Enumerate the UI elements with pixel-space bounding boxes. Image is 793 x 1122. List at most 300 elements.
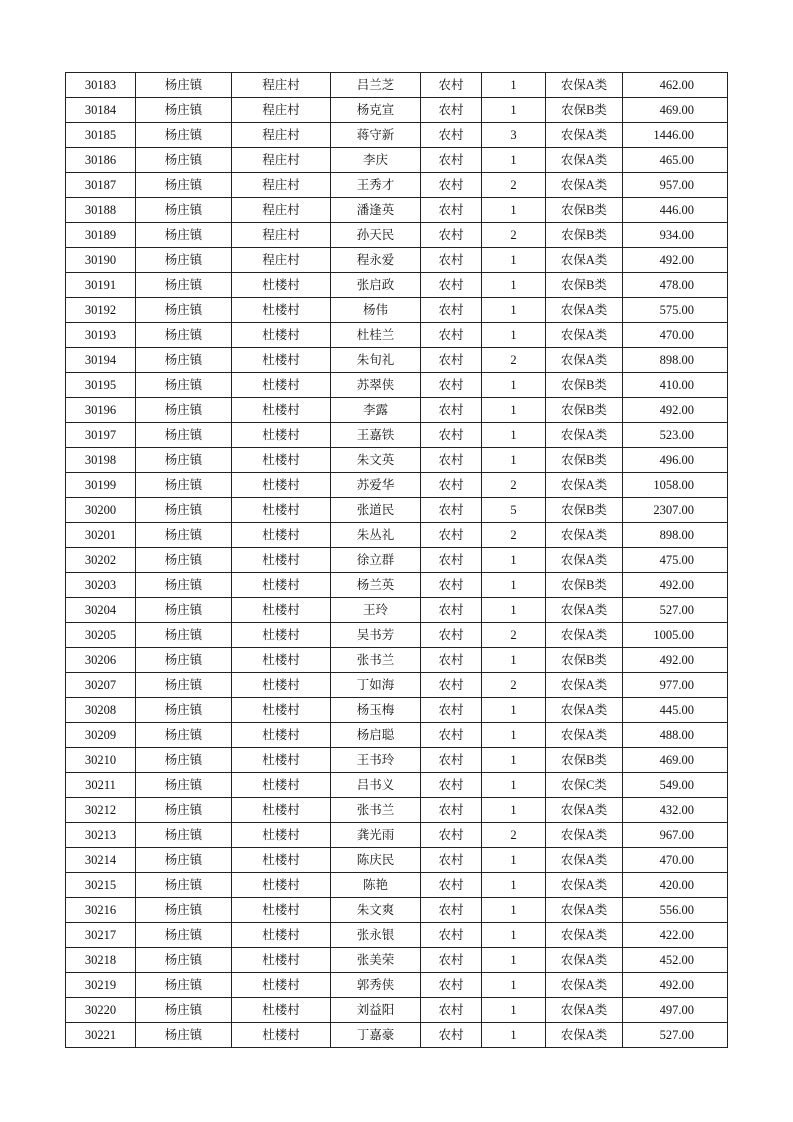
cell-category: 农保A类 [546, 973, 623, 998]
cell-id: 30206 [66, 648, 136, 673]
table-row [66, 623, 728, 648]
cell-name: 刘益阳 [331, 998, 421, 1023]
cell-amount: 446.00 [623, 198, 728, 223]
cell-village: 杜楼村 [232, 423, 331, 448]
cell-town: 杨庄镇 [136, 773, 232, 798]
cell-village: 程庄村 [232, 98, 331, 123]
cell-town: 杨庄镇 [136, 473, 232, 498]
cell-amount: 575.00 [623, 298, 728, 323]
cell-name: 杜桂兰 [331, 323, 421, 348]
cell-name: 朱文爽 [331, 898, 421, 923]
cell-id: 30221 [66, 1023, 136, 1048]
cell-town: 杨庄镇 [136, 148, 232, 173]
cell-town: 杨庄镇 [136, 323, 232, 348]
cell-type: 农村 [421, 248, 482, 273]
cell-amount: 492.00 [623, 398, 728, 423]
records-table [65, 72, 728, 1048]
cell-town: 杨庄镇 [136, 498, 232, 523]
cell-category: 农保A类 [546, 598, 623, 623]
cell-id: 30211 [66, 773, 136, 798]
cell-id: 30210 [66, 748, 136, 773]
cell-name: 张启政 [331, 273, 421, 298]
cell-amount: 898.00 [623, 348, 728, 373]
cell-name: 徐立群 [331, 548, 421, 573]
cell-type: 农村 [421, 548, 482, 573]
table-row [66, 98, 728, 123]
cell-category: 农保A类 [546, 473, 623, 498]
cell-count: 1 [482, 723, 546, 748]
cell-count: 1 [482, 273, 546, 298]
cell-category: 农保B类 [546, 448, 623, 473]
cell-town: 杨庄镇 [136, 698, 232, 723]
cell-count: 1 [482, 73, 546, 98]
cell-count: 1 [482, 398, 546, 423]
cell-category: 农保A类 [546, 848, 623, 873]
cell-amount: 967.00 [623, 823, 728, 848]
cell-amount: 478.00 [623, 273, 728, 298]
cell-category: 农保A类 [546, 998, 623, 1023]
cell-type: 农村 [421, 448, 482, 473]
cell-count: 2 [482, 673, 546, 698]
cell-name: 蒋守新 [331, 123, 421, 148]
cell-type: 农村 [421, 373, 482, 398]
cell-name: 吴书芳 [331, 623, 421, 648]
table-row [66, 1023, 728, 1048]
cell-category: 农保C类 [546, 773, 623, 798]
cell-village: 杜楼村 [232, 598, 331, 623]
cell-amount: 957.00 [623, 173, 728, 198]
cell-amount: 470.00 [623, 848, 728, 873]
cell-village: 程庄村 [232, 73, 331, 98]
cell-count: 1 [482, 948, 546, 973]
cell-village: 杜楼村 [232, 973, 331, 998]
cell-town: 杨庄镇 [136, 873, 232, 898]
cell-town: 杨庄镇 [136, 248, 232, 273]
cell-type: 农村 [421, 148, 482, 173]
cell-category: 农保A类 [546, 723, 623, 748]
cell-id: 30195 [66, 373, 136, 398]
cell-count: 1 [482, 698, 546, 723]
table-row [66, 873, 728, 898]
table-row [66, 923, 728, 948]
cell-count: 1 [482, 798, 546, 823]
cell-type: 农村 [421, 898, 482, 923]
cell-name: 朱文英 [331, 448, 421, 473]
cell-town: 杨庄镇 [136, 723, 232, 748]
cell-id: 30205 [66, 623, 136, 648]
cell-type: 农村 [421, 773, 482, 798]
cell-count: 3 [482, 123, 546, 148]
cell-amount: 469.00 [623, 98, 728, 123]
cell-count: 2 [482, 823, 546, 848]
cell-town: 杨庄镇 [136, 298, 232, 323]
cell-id: 30184 [66, 98, 136, 123]
cell-category: 农保A类 [546, 173, 623, 198]
cell-amount: 2307.00 [623, 498, 728, 523]
table-row [66, 498, 728, 523]
table-row [66, 148, 728, 173]
cell-count: 2 [482, 523, 546, 548]
table-row [66, 673, 728, 698]
cell-village: 杜楼村 [232, 673, 331, 698]
cell-category: 农保A类 [546, 923, 623, 948]
cell-id: 30208 [66, 698, 136, 723]
cell-town: 杨庄镇 [136, 673, 232, 698]
cell-type: 农村 [421, 923, 482, 948]
cell-count: 1 [482, 148, 546, 173]
cell-count: 1 [482, 198, 546, 223]
table-row [66, 423, 728, 448]
cell-type: 农村 [421, 173, 482, 198]
cell-amount: 934.00 [623, 223, 728, 248]
cell-id: 30190 [66, 248, 136, 273]
cell-amount: 452.00 [623, 948, 728, 973]
cell-name: 郭秀侠 [331, 973, 421, 998]
cell-village: 杜楼村 [232, 398, 331, 423]
cell-name: 潘逢英 [331, 198, 421, 223]
table-row [66, 973, 728, 998]
cell-amount: 445.00 [623, 698, 728, 723]
cell-name: 王书玲 [331, 748, 421, 773]
cell-amount: 470.00 [623, 323, 728, 348]
cell-id: 30202 [66, 548, 136, 573]
cell-village: 杜楼村 [232, 623, 331, 648]
cell-type: 农村 [421, 873, 482, 898]
table-row [66, 723, 728, 748]
cell-type: 农村 [421, 523, 482, 548]
table-row [66, 273, 728, 298]
cell-count: 1 [482, 573, 546, 598]
cell-category: 农保A类 [546, 523, 623, 548]
cell-town: 杨庄镇 [136, 623, 232, 648]
cell-village: 程庄村 [232, 173, 331, 198]
table-row [66, 348, 728, 373]
cell-village: 程庄村 [232, 248, 331, 273]
cell-name: 杨克宣 [331, 98, 421, 123]
cell-id: 30207 [66, 673, 136, 698]
cell-type: 农村 [421, 98, 482, 123]
cell-category: 农保A类 [546, 548, 623, 573]
table-row [66, 573, 728, 598]
cell-amount: 492.00 [623, 573, 728, 598]
cell-name: 孙天民 [331, 223, 421, 248]
cell-id: 30219 [66, 973, 136, 998]
cell-amount: 422.00 [623, 923, 728, 948]
table-row [66, 698, 728, 723]
cell-amount: 549.00 [623, 773, 728, 798]
cell-town: 杨庄镇 [136, 948, 232, 973]
table-row [66, 523, 728, 548]
cell-name: 张书兰 [331, 798, 421, 823]
cell-count: 1 [482, 1023, 546, 1048]
cell-type: 农村 [421, 273, 482, 298]
cell-count: 1 [482, 373, 546, 398]
cell-amount: 420.00 [623, 873, 728, 898]
cell-town: 杨庄镇 [136, 848, 232, 873]
cell-count: 1 [482, 298, 546, 323]
cell-type: 农村 [421, 598, 482, 623]
cell-name: 王玲 [331, 598, 421, 623]
cell-name: 朱旬礼 [331, 348, 421, 373]
cell-count: 1 [482, 98, 546, 123]
cell-count: 1 [482, 248, 546, 273]
table-row [66, 598, 728, 623]
cell-town: 杨庄镇 [136, 998, 232, 1023]
cell-type: 农村 [421, 648, 482, 673]
cell-id: 30209 [66, 723, 136, 748]
cell-village: 杜楼村 [232, 648, 331, 673]
table-row [66, 198, 728, 223]
table-row [66, 323, 728, 348]
cell-id: 30214 [66, 848, 136, 873]
cell-town: 杨庄镇 [136, 98, 232, 123]
cell-type: 农村 [421, 498, 482, 523]
cell-town: 杨庄镇 [136, 973, 232, 998]
cell-town: 杨庄镇 [136, 123, 232, 148]
cell-category: 农保A类 [546, 148, 623, 173]
cell-id: 30192 [66, 298, 136, 323]
cell-id: 30201 [66, 523, 136, 548]
cell-town: 杨庄镇 [136, 748, 232, 773]
cell-category: 农保A类 [546, 698, 623, 723]
cell-town: 杨庄镇 [136, 523, 232, 548]
table-row [66, 298, 728, 323]
cell-name: 王嘉铁 [331, 423, 421, 448]
cell-village: 杜楼村 [232, 373, 331, 398]
cell-category: 农保A类 [546, 798, 623, 823]
table-row [66, 798, 728, 823]
cell-name: 龚光雨 [331, 823, 421, 848]
cell-amount: 492.00 [623, 648, 728, 673]
cell-amount: 527.00 [623, 598, 728, 623]
cell-type: 农村 [421, 398, 482, 423]
cell-category: 农保A类 [546, 623, 623, 648]
cell-village: 程庄村 [232, 223, 331, 248]
cell-id: 30203 [66, 573, 136, 598]
cell-name: 张美荣 [331, 948, 421, 973]
cell-town: 杨庄镇 [136, 898, 232, 923]
cell-category: 农保A类 [546, 873, 623, 898]
cell-town: 杨庄镇 [136, 273, 232, 298]
cell-category: 农保A类 [546, 898, 623, 923]
table-row [66, 948, 728, 973]
table-row [66, 248, 728, 273]
cell-village: 杜楼村 [232, 998, 331, 1023]
cell-type: 农村 [421, 1023, 482, 1048]
cell-village: 杜楼村 [232, 323, 331, 348]
cell-village: 杜楼村 [232, 748, 331, 773]
cell-amount: 556.00 [623, 898, 728, 923]
cell-town: 杨庄镇 [136, 448, 232, 473]
cell-amount: 523.00 [623, 423, 728, 448]
cell-category: 农保A类 [546, 248, 623, 273]
cell-category: 农保B类 [546, 273, 623, 298]
cell-town: 杨庄镇 [136, 173, 232, 198]
cell-type: 农村 [421, 123, 482, 148]
cell-amount: 488.00 [623, 723, 728, 748]
cell-town: 杨庄镇 [136, 798, 232, 823]
cell-name: 吕兰芝 [331, 73, 421, 98]
cell-count: 1 [482, 448, 546, 473]
cell-name: 张书兰 [331, 648, 421, 673]
cell-type: 农村 [421, 573, 482, 598]
cell-id: 30185 [66, 123, 136, 148]
cell-type: 农村 [421, 323, 482, 348]
cell-id: 30216 [66, 898, 136, 923]
cell-amount: 410.00 [623, 373, 728, 398]
cell-count: 1 [482, 898, 546, 923]
cell-category: 农保A类 [546, 73, 623, 98]
cell-name: 杨启聪 [331, 723, 421, 748]
cell-id: 30204 [66, 598, 136, 623]
cell-type: 农村 [421, 948, 482, 973]
cell-id: 30200 [66, 498, 136, 523]
cell-village: 杜楼村 [232, 573, 331, 598]
cell-name: 李庆 [331, 148, 421, 173]
cell-count: 2 [482, 473, 546, 498]
cell-village: 杜楼村 [232, 473, 331, 498]
table-row [66, 123, 728, 148]
cell-amount: 898.00 [623, 523, 728, 548]
cell-id: 30191 [66, 273, 136, 298]
cell-id: 30199 [66, 473, 136, 498]
cell-count: 1 [482, 773, 546, 798]
cell-amount: 492.00 [623, 248, 728, 273]
cell-type: 农村 [421, 798, 482, 823]
cell-count: 2 [482, 623, 546, 648]
cell-amount: 465.00 [623, 148, 728, 173]
table-row [66, 773, 728, 798]
cell-village: 杜楼村 [232, 273, 331, 298]
cell-id: 30188 [66, 198, 136, 223]
cell-amount: 497.00 [623, 998, 728, 1023]
cell-category: 农保A类 [546, 323, 623, 348]
cell-category: 农保B类 [546, 98, 623, 123]
cell-id: 30220 [66, 998, 136, 1023]
cell-village: 杜楼村 [232, 823, 331, 848]
cell-id: 30196 [66, 398, 136, 423]
cell-amount: 496.00 [623, 448, 728, 473]
cell-count: 1 [482, 598, 546, 623]
cell-village: 程庄村 [232, 198, 331, 223]
cell-id: 30186 [66, 148, 136, 173]
cell-id: 30197 [66, 423, 136, 448]
cell-category: 农保A类 [546, 123, 623, 148]
table-row [66, 998, 728, 1023]
cell-village: 杜楼村 [232, 498, 331, 523]
cell-id: 30213 [66, 823, 136, 848]
cell-id: 30215 [66, 873, 136, 898]
cell-id: 30198 [66, 448, 136, 473]
cell-category: 农保A类 [546, 298, 623, 323]
cell-type: 农村 [421, 348, 482, 373]
cell-type: 农村 [421, 73, 482, 98]
cell-village: 杜楼村 [232, 448, 331, 473]
cell-category: 农保B类 [546, 373, 623, 398]
cell-town: 杨庄镇 [136, 923, 232, 948]
cell-count: 1 [482, 998, 546, 1023]
cell-village: 杜楼村 [232, 698, 331, 723]
cell-type: 农村 [421, 473, 482, 498]
cell-category: 农保B类 [546, 223, 623, 248]
cell-count: 5 [482, 498, 546, 523]
cell-category: 农保B类 [546, 198, 623, 223]
cell-id: 30194 [66, 348, 136, 373]
cell-town: 杨庄镇 [136, 1023, 232, 1048]
table-row [66, 748, 728, 773]
cell-name: 程永爱 [331, 248, 421, 273]
cell-count: 1 [482, 648, 546, 673]
cell-id: 30193 [66, 323, 136, 348]
cell-village: 程庄村 [232, 148, 331, 173]
cell-town: 杨庄镇 [136, 648, 232, 673]
cell-amount: 469.00 [623, 748, 728, 773]
cell-village: 程庄村 [232, 123, 331, 148]
cell-village: 杜楼村 [232, 548, 331, 573]
cell-name: 李露 [331, 398, 421, 423]
cell-type: 农村 [421, 423, 482, 448]
cell-name: 吕书义 [331, 773, 421, 798]
cell-category: 农保A类 [546, 1023, 623, 1048]
cell-type: 农村 [421, 198, 482, 223]
cell-count: 1 [482, 423, 546, 448]
cell-type: 农村 [421, 823, 482, 848]
cell-village: 杜楼村 [232, 948, 331, 973]
table-row [66, 398, 728, 423]
cell-town: 杨庄镇 [136, 573, 232, 598]
cell-name: 杨玉梅 [331, 698, 421, 723]
cell-town: 杨庄镇 [136, 598, 232, 623]
cell-count: 2 [482, 223, 546, 248]
cell-amount: 1058.00 [623, 473, 728, 498]
cell-id: 30217 [66, 923, 136, 948]
table-row [66, 823, 728, 848]
cell-id: 30212 [66, 798, 136, 823]
records-table-body [66, 73, 728, 1048]
table-row [66, 173, 728, 198]
cell-village: 杜楼村 [232, 923, 331, 948]
cell-town: 杨庄镇 [136, 373, 232, 398]
cell-name: 陈庆民 [331, 848, 421, 873]
cell-id: 30183 [66, 73, 136, 98]
cell-type: 农村 [421, 973, 482, 998]
table-row [66, 898, 728, 923]
cell-name: 杨伟 [331, 298, 421, 323]
cell-type: 农村 [421, 623, 482, 648]
cell-count: 1 [482, 548, 546, 573]
cell-town: 杨庄镇 [136, 423, 232, 448]
cell-category: 农保A类 [546, 673, 623, 698]
cell-town: 杨庄镇 [136, 73, 232, 98]
cell-village: 杜楼村 [232, 723, 331, 748]
cell-category: 农保B类 [546, 648, 623, 673]
cell-village: 杜楼村 [232, 298, 331, 323]
cell-name: 张道民 [331, 498, 421, 523]
table-row [66, 373, 728, 398]
cell-name: 苏爱华 [331, 473, 421, 498]
cell-town: 杨庄镇 [136, 823, 232, 848]
cell-amount: 977.00 [623, 673, 728, 698]
cell-type: 农村 [421, 298, 482, 323]
cell-name: 朱丛礼 [331, 523, 421, 548]
cell-name: 王秀才 [331, 173, 421, 198]
cell-town: 杨庄镇 [136, 348, 232, 373]
cell-amount: 527.00 [623, 1023, 728, 1048]
table-row [66, 223, 728, 248]
cell-type: 农村 [421, 748, 482, 773]
cell-id: 30218 [66, 948, 136, 973]
cell-amount: 432.00 [623, 798, 728, 823]
